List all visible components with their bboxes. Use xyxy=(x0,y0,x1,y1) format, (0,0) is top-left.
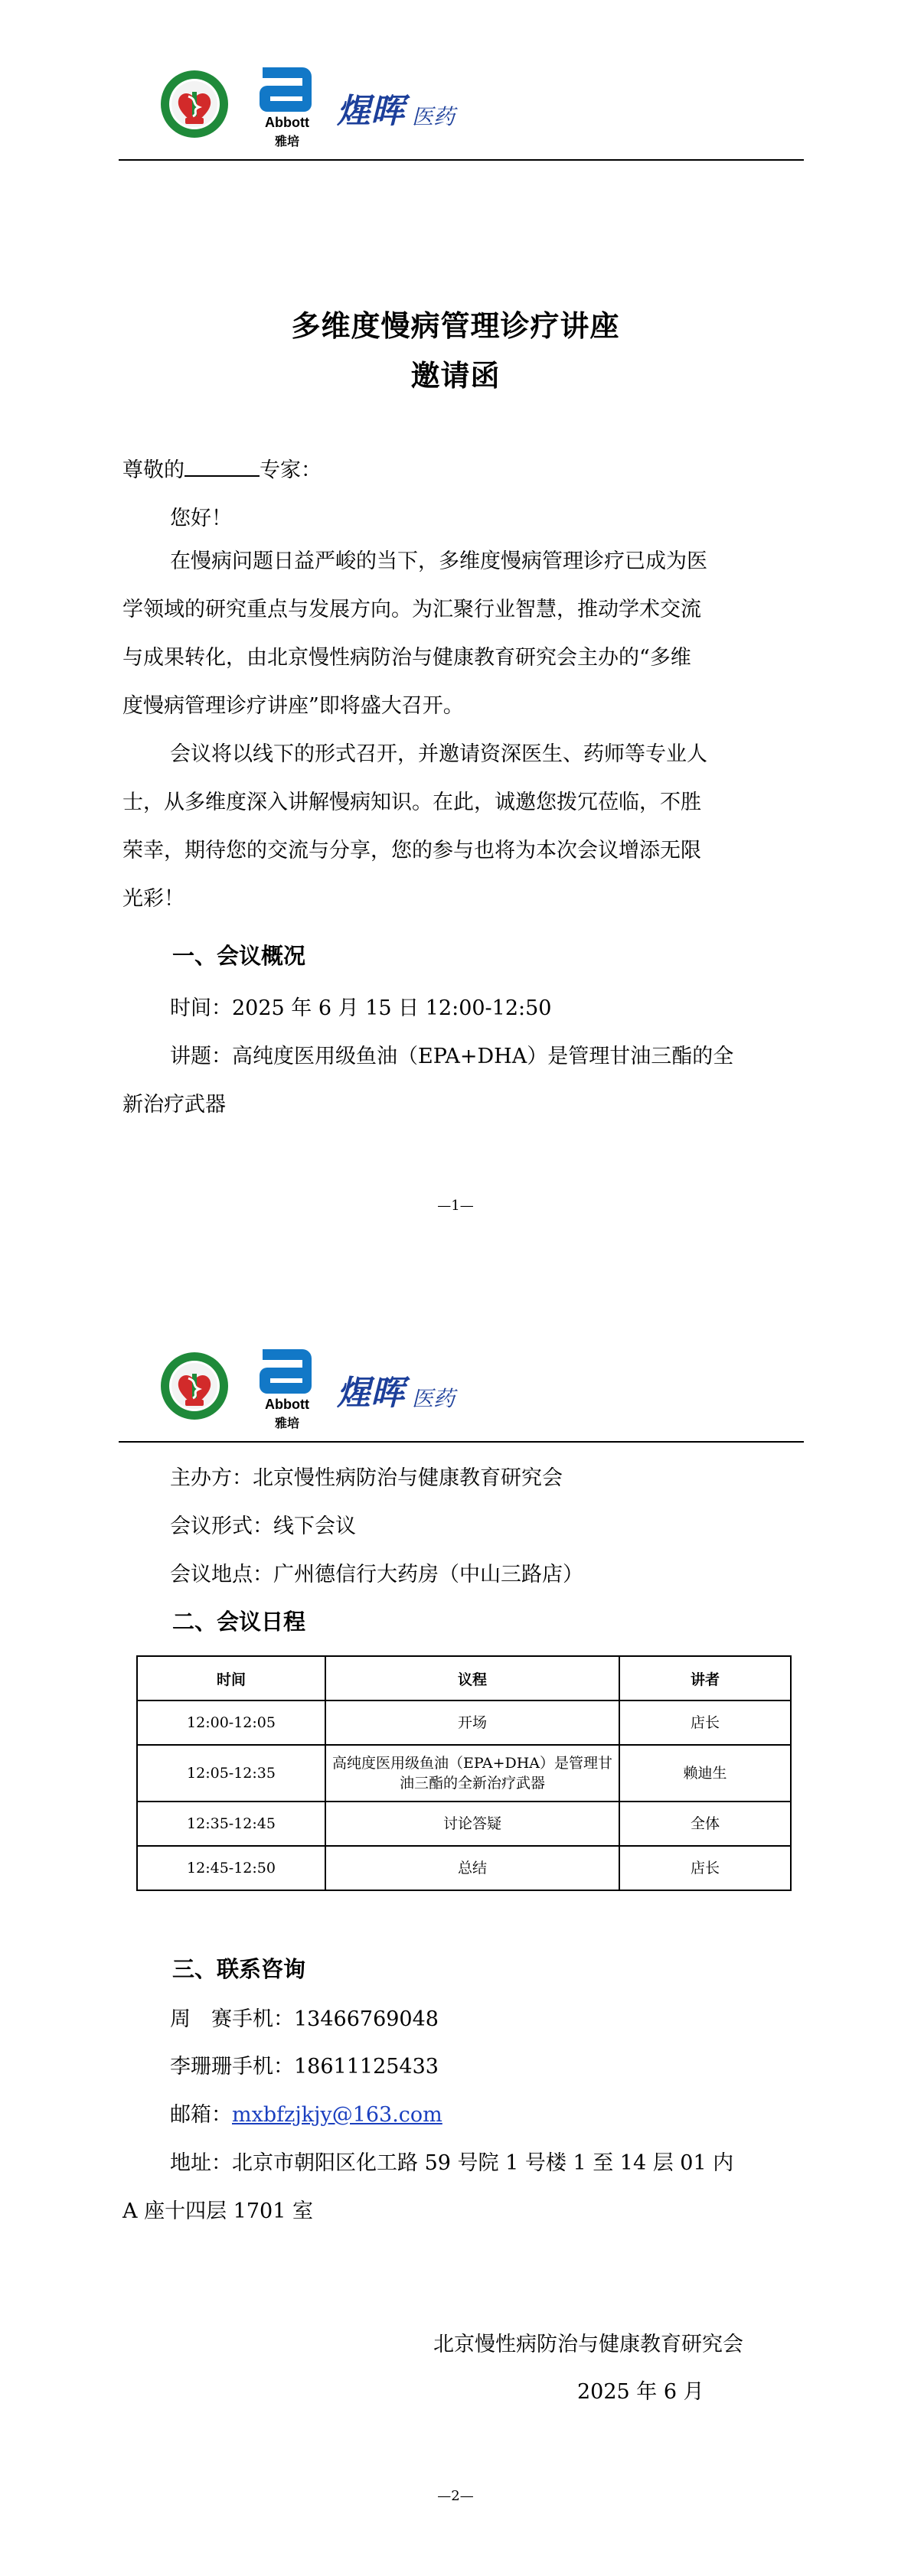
table-row xyxy=(137,1802,791,1846)
paragraph-line: 光彩！ xyxy=(122,887,184,911)
meeting-paragraph xyxy=(122,730,804,923)
column-header-agenda: 议程 xyxy=(325,1656,619,1700)
paragraph-line: 在慢病问题日益严峻的当下，多维度慢病管理诊疗已成为医 xyxy=(170,549,707,573)
page-number: —2— xyxy=(437,2488,474,2504)
section-contact-heading: 三、联系咨询 xyxy=(172,1956,306,1982)
huihui-pharma-logo xyxy=(335,83,473,136)
column-header-time: 时间 xyxy=(137,1656,325,1700)
row-agenda: 总结 xyxy=(325,1846,619,1890)
row-time: 12:45-12:50 xyxy=(137,1846,325,1890)
column-header-speaker: 讲者 xyxy=(619,1656,791,1700)
salutation-suffix: 专家： xyxy=(260,458,322,482)
row-agenda: 讨论答疑 xyxy=(325,1802,619,1846)
table-row xyxy=(137,1846,791,1890)
name-blank-line xyxy=(184,457,260,477)
letterhead xyxy=(119,1342,804,1443)
contact-li: 李珊珊手机：18611125433 xyxy=(170,2055,439,2079)
page-2 xyxy=(0,1288,911,2576)
row-time: 12:00-12:05 xyxy=(137,1700,325,1745)
paragraph-line: 士，从多维度深入讲解慢病知识。在此，诚邀您拨冗莅临，不胜 xyxy=(122,791,701,814)
association-seal-logo xyxy=(159,69,230,139)
abbott-chinese-name: 雅培 xyxy=(274,134,299,148)
schedule-table xyxy=(136,1655,792,1891)
salutation-prefix: 尊敬的 xyxy=(122,458,184,482)
huihui-pharma-logo xyxy=(335,1365,473,1418)
abbott-logo xyxy=(256,1345,318,1429)
table-row xyxy=(137,1700,791,1745)
paragraph-line: 会议将以线下的形式召开，并邀请资深医生、药师等专业人 xyxy=(170,742,707,766)
meeting-time: 时间：2025 年 6 月 15 日 12:00-12:50 xyxy=(170,996,552,1020)
svg-text:医药: 医药 xyxy=(412,104,455,129)
paragraph-line: 度慢病管理诊疗讲座”即将盛大召开。 xyxy=(122,694,464,718)
row-time: 12:35-12:45 xyxy=(137,1802,325,1846)
intro-paragraph xyxy=(122,537,804,730)
row-time: 12:05-12:35 xyxy=(137,1745,325,1802)
row-agenda: 开场 xyxy=(325,1700,619,1745)
row-speaker: 赖迪生 xyxy=(619,1745,791,1802)
table-row xyxy=(137,1745,791,1802)
contact-zhou: 周 赛手机：13466769048 xyxy=(170,2007,439,2031)
abbott-chinese-name: 雅培 xyxy=(274,1416,299,1430)
association-seal-logo xyxy=(159,1351,230,1421)
address: 地址：北京市朝阳区化工路 59 号院 1 号楼 1 至 14 层 01 内 xyxy=(170,2151,734,2175)
lecture-topic-continued: 新治疗武器 xyxy=(122,1093,226,1117)
abbott-a-icon xyxy=(256,1345,318,1395)
address-continued: A 座十四层 1701 室 xyxy=(122,2199,313,2223)
row-speaker: 全体 xyxy=(619,1802,791,1846)
paragraph-line: 荣幸，期待您的交流与分享，您的参与也将为本次会议增添无限 xyxy=(122,839,701,862)
salutation xyxy=(122,453,322,483)
abbott-name: Abbott xyxy=(265,115,309,130)
paragraph-line: 与成果转化，由北京慢性病防治与健康教育研究会主办的“多维 xyxy=(122,646,691,670)
row-agenda: 高纯度医用级鱼油（EPA+DHA）是管理甘油三酯的全新治疗武器 xyxy=(325,1745,619,1802)
signature-date: 2025 年 6 月 xyxy=(577,2380,704,2404)
email-label: 邮箱： xyxy=(170,2103,232,2127)
abbott-logo xyxy=(256,63,318,147)
signature-organization: 北京慢性病防治与健康教育研究会 xyxy=(433,2333,743,2356)
svg-text:医药: 医药 xyxy=(412,1386,455,1411)
invitation-title: 多维度慢病管理诊疗讲座 xyxy=(291,309,620,343)
paragraph-line: 学领域的研究重点与发展方向。为汇聚行业智慧，推动学术交流 xyxy=(122,598,701,621)
invitation-subtitle: 邀请函 xyxy=(410,359,501,393)
meeting-venue: 会议地点：广州德信行大药房（中山三路店） xyxy=(170,1563,583,1586)
abbott-a-icon xyxy=(256,63,318,113)
svg-text:煋晖: 煋晖 xyxy=(337,1374,404,1413)
page-number: —1— xyxy=(437,1198,474,1214)
email-link[interactable]: mxbfzjkjy@163.com xyxy=(232,2103,442,2127)
section-schedule-heading: 二、会议日程 xyxy=(172,1609,306,1635)
greeting: 您好！ xyxy=(170,507,232,530)
row-speaker: 店长 xyxy=(619,1700,791,1745)
row-speaker: 店长 xyxy=(619,1846,791,1890)
letterhead xyxy=(119,60,804,161)
email-line xyxy=(170,2098,442,2128)
svg-text:煋晖: 煋晖 xyxy=(337,92,404,131)
organizer: 主办方：北京慢性病防治与健康教育研究会 xyxy=(170,1466,563,1490)
table-header-row xyxy=(137,1656,791,1700)
meeting-format: 会议形式：线下会议 xyxy=(170,1515,356,1538)
lecture-topic: 讲题：高纯度医用级鱼油（EPA+DHA）是管理甘油三酯的全 xyxy=(170,1045,734,1068)
section-overview-heading: 一、会议概况 xyxy=(172,943,306,969)
abbott-name: Abbott xyxy=(265,1397,309,1412)
